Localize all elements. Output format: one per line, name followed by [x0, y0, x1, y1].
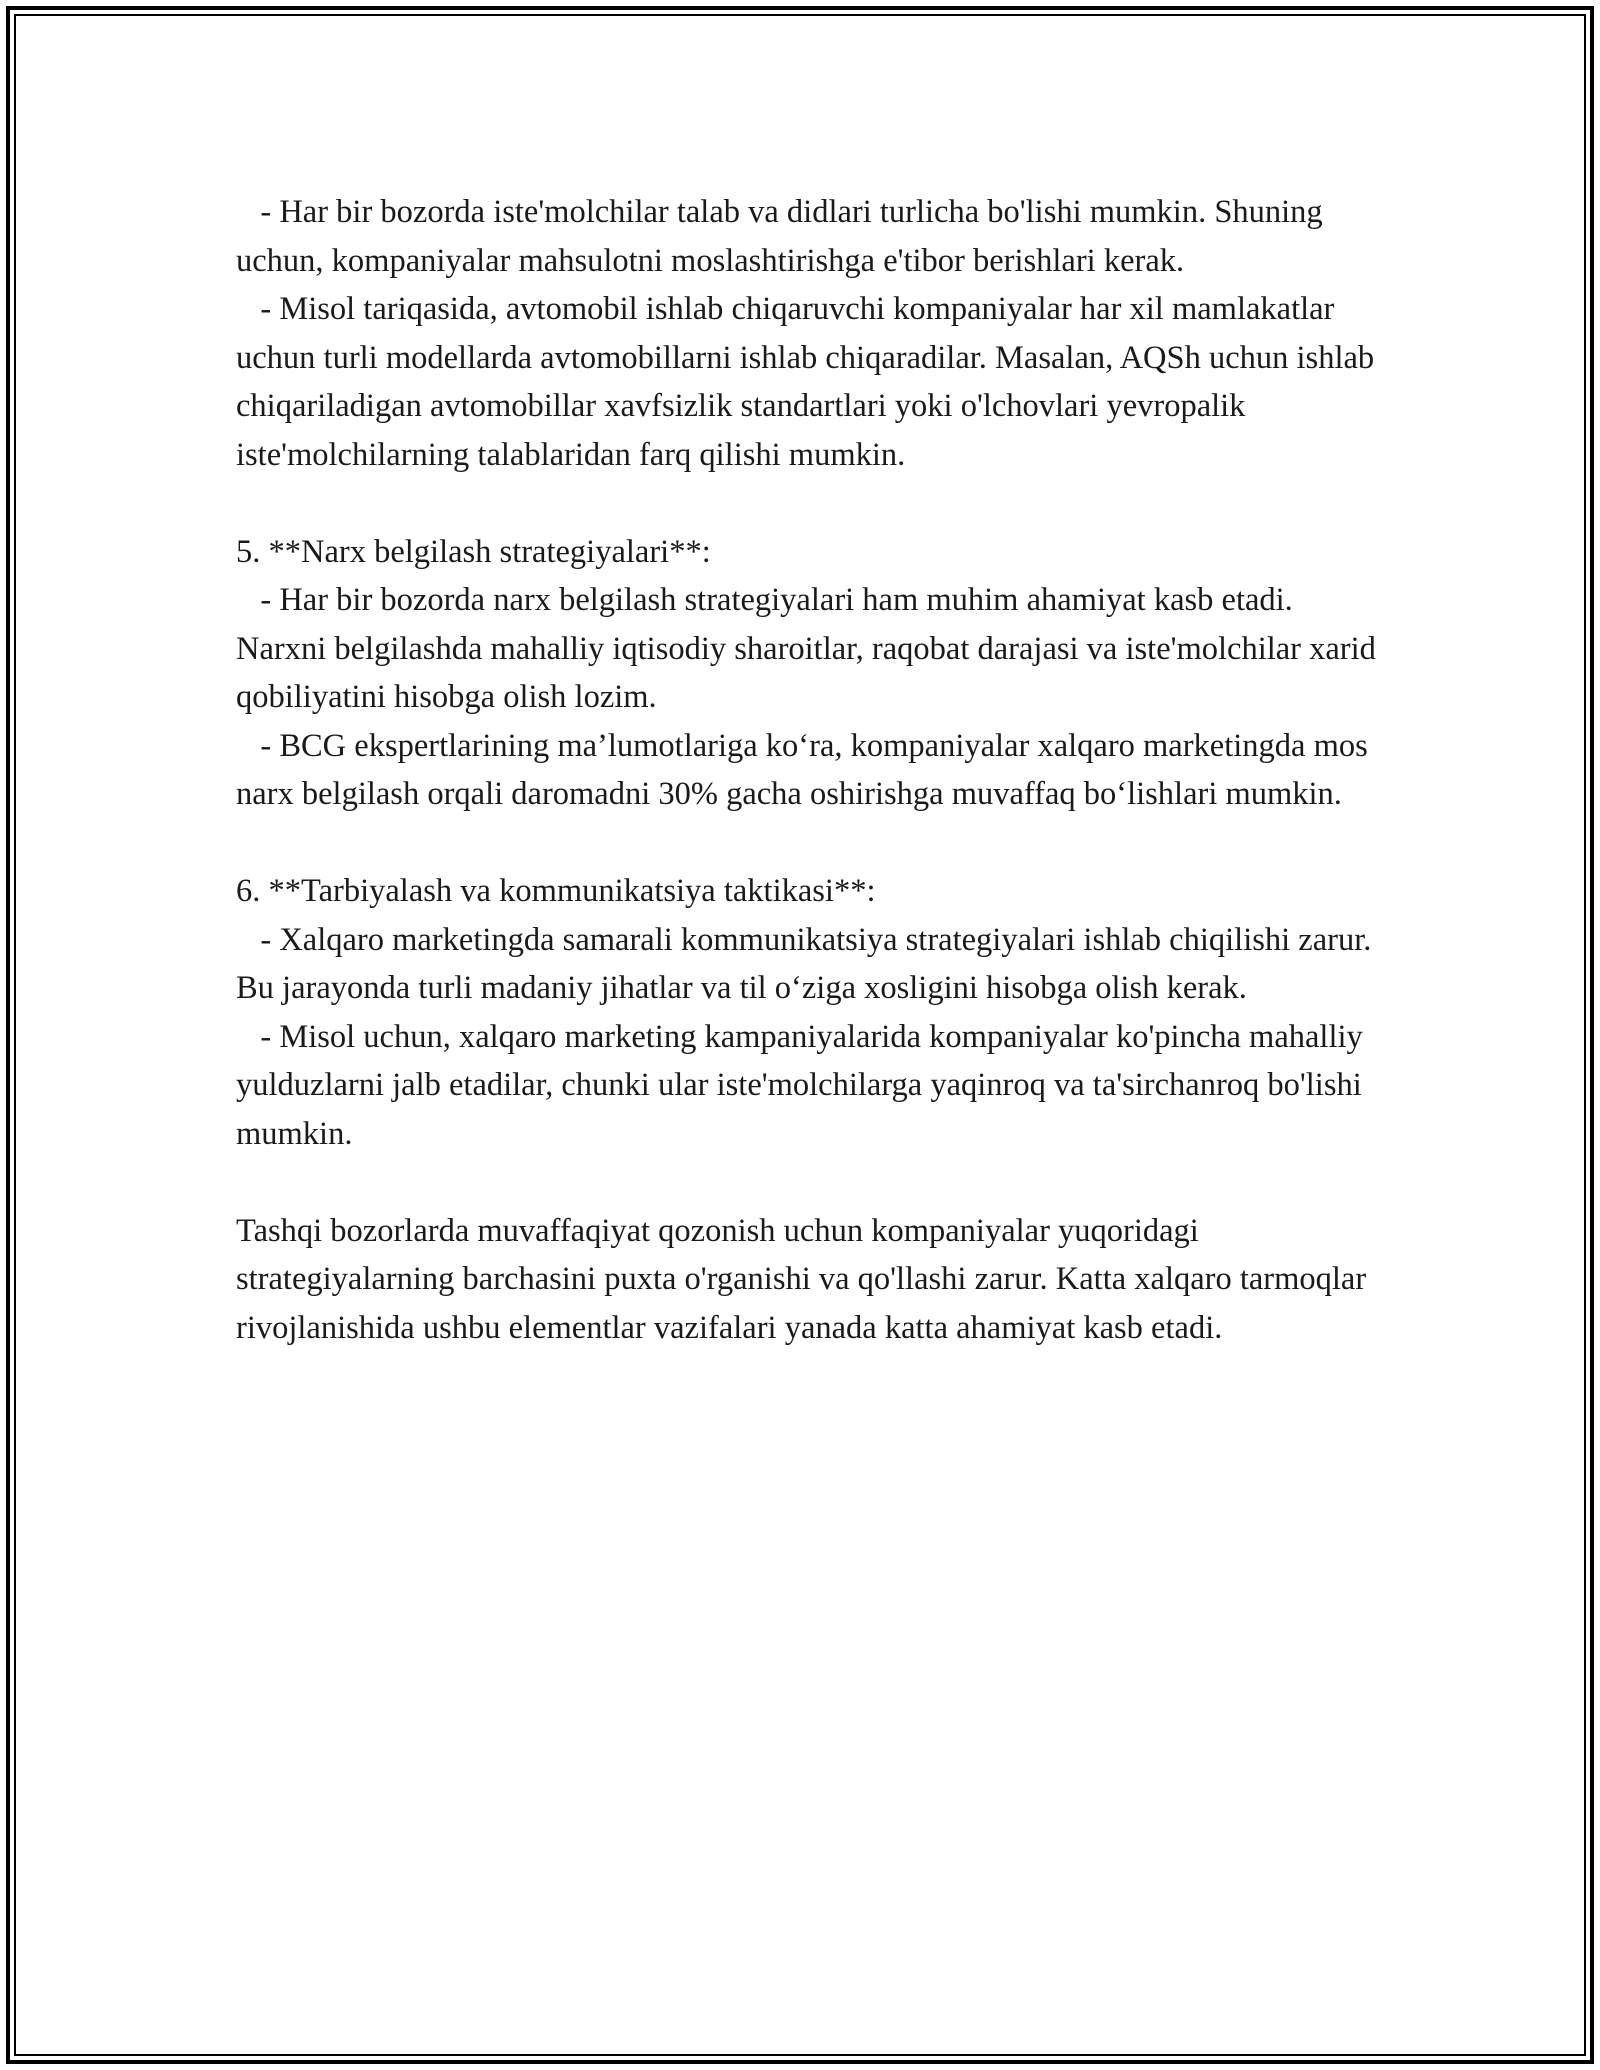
paragraph-pricing-bullet-1: - Har bir bozorda narx belgilash strategiyalari ham muhim ahamiyat kasb etadi. Narxni belgilashda mahalliy iqtisodiy sharoitlar, raqobat darajasi va iste'molchilar xarid qobiliyatini hisobga olish lozim. [236, 582, 1385, 715]
paragraph-gap [236, 479, 1376, 528]
paragraph-conclusion: Tashqi bozorlarda muvaffaqiyat qozonish uchun kompaniyalar yuqoridagi strategiyalarning barchasini puxta o'rganishi va qo'llashi zarur. Katta xalqaro tarmoqlar rivojlanishida ushbu elementlar vazifalari yanada katta ahamiyat kasb etadi. [236, 1212, 1375, 1346]
section-heading-communication: 6. **Tarbiyalash va kommunikatsiya taktikasi**: [236, 873, 876, 909]
paragraph-pricing-bullet-2: - BCG ekspertlarining ma’lumotlariga ko‘ra, kompaniyalar xalqaro marketingda mos narx belgilash orqali daromadni 30% gacha oshirishga muvaffaq bo‘lishlari mumkin. [236, 727, 1376, 812]
paragraph-gap [236, 1158, 1376, 1207]
paragraph-product-adaptation-bullet-2: - Misol tariqasida, avtomobil ishlab chiqaruvchi kompaniyalar har xil mamlakatlar uchun turli modellarda avtomobillarni ishlab chiqaradilar. Masalan, AQSh uchun ishlab chiqariladigan avtomobillar xavfsizlik standartlari yoki o'lchovlari yevropalik iste'molchilarning talablaridan farq qilishi mumkin. [236, 291, 1383, 473]
paragraph-gap [236, 819, 1376, 868]
paragraph-communication-bullet-1: - Xalqaro marketingda samarali kommunikatsiya strategiyalari ishlab chiqilishi zarur. Bu jarayonda turli madaniy jihatlar va til o‘ziga xosligini hisobga olish kerak. [236, 921, 1380, 1006]
document-body [236, 188, 1385, 1352]
paragraph-product-adaptation-bullet-1: - Har bir bozorda iste'molchilar talab va didlari turlicha bo'lishi mumkin. Shuning uchun, kompaniyalar mahsulotni moslashtirishga e'tibor berishlari kerak. [236, 194, 1331, 279]
section-heading-pricing: 5. **Narx belgilash strategiyalari**: [236, 533, 711, 570]
paragraph-communication-bullet-2: - Misol uchun, xalqaro marketing kampaniyalarida kompaniyalar ko'pincha mahalliy yulduzlarni jalb etadilar, chunki ular iste'molchilarga yaqinroq va ta'sirchanroq bo'lishi mumkin. [236, 1018, 1371, 1152]
